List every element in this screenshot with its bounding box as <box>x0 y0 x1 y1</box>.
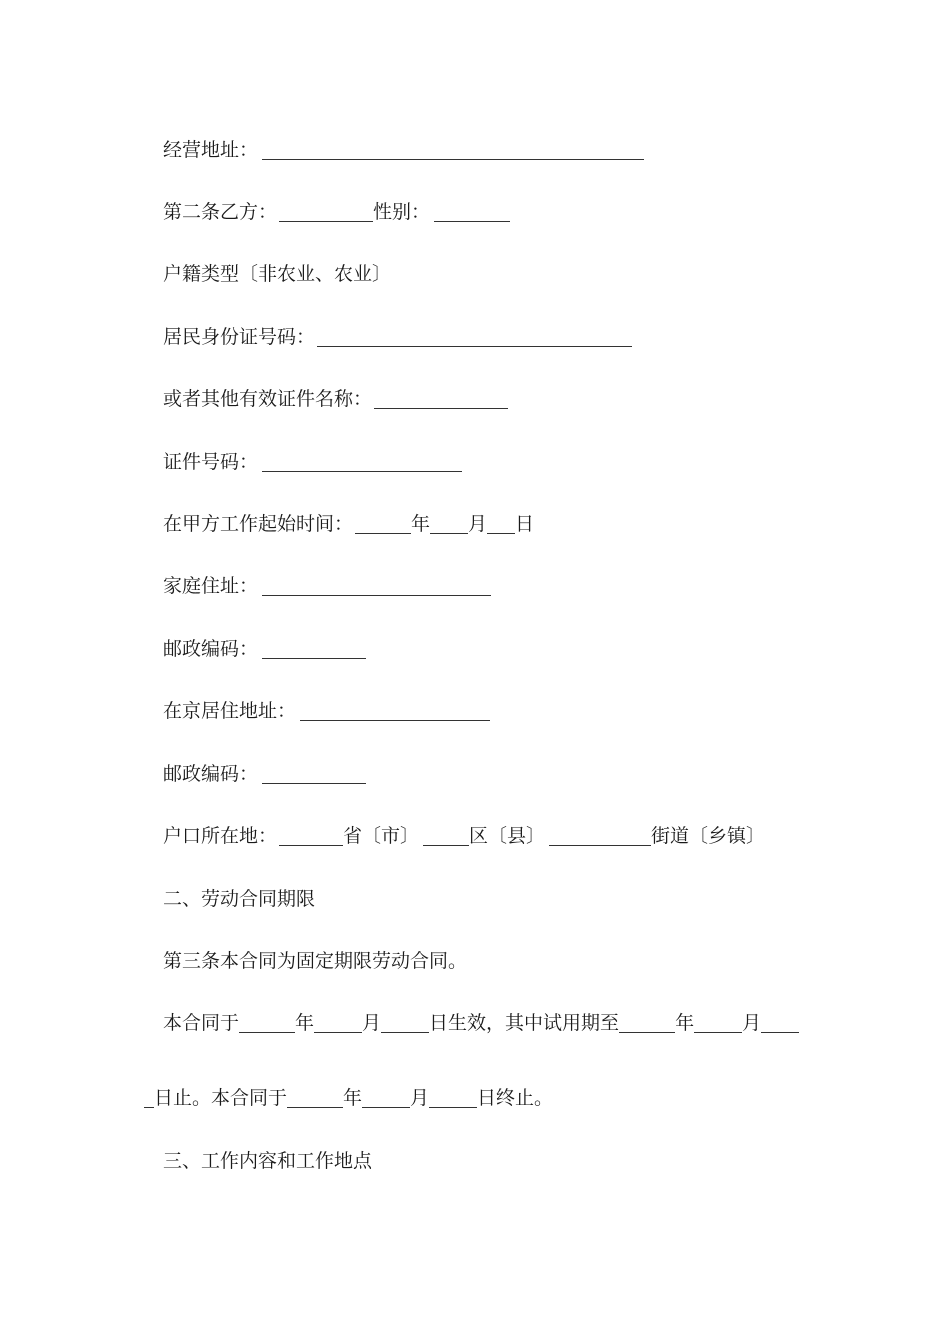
home-address-line <box>163 574 491 598</box>
article-three-text: 第三条本合同为固定期限劳动合同。 <box>163 950 468 972</box>
party-b-line <box>163 200 510 224</box>
start-time-line <box>163 512 534 536</box>
effective-month-blank[interactable] <box>314 1013 362 1033</box>
effective-date-line <box>163 1011 799 1035</box>
probation-day-blank-part2[interactable] <box>144 1088 154 1108</box>
termination-year-blank[interactable] <box>287 1088 343 1108</box>
start-day-unit: 日 <box>515 513 535 535</box>
section-two-heading <box>163 887 315 911</box>
probation-day-blank-part1[interactable] <box>761 1013 799 1033</box>
postcode-blank-2[interactable] <box>262 764 366 784</box>
id-number-line <box>163 325 632 349</box>
postcode-label-1: 邮政编码： <box>163 638 259 660</box>
other-id-name-label: 或者其他有效证件名称： <box>163 388 373 410</box>
other-id-name-blank[interactable] <box>374 389 508 409</box>
household-type-text: 户籍类型〔非农业、农业〕 <box>163 263 392 285</box>
cert-number-label: 证件号码： <box>163 451 259 473</box>
hukou-district-unit: 区〔县〕 <box>469 825 546 847</box>
hukou-street-blank[interactable] <box>549 826 651 846</box>
hukou-province-unit: 省〔市〕 <box>343 825 420 847</box>
start-month-blank[interactable] <box>430 514 468 534</box>
home-address-label: 家庭住址： <box>163 575 259 597</box>
postcode-line-2 <box>163 762 366 786</box>
gender-label: 性别： <box>373 201 431 223</box>
hukou-province-blank[interactable] <box>279 826 343 846</box>
section-three-heading <box>163 1149 372 1173</box>
probation-year-blank[interactable] <box>619 1013 675 1033</box>
article-three-line <box>163 949 467 973</box>
termination-line <box>144 1086 553 1110</box>
business-address-label: 经营地址： <box>163 139 259 161</box>
start-time-label: 在甲方工作起始时间： <box>163 513 354 535</box>
hukou-line <box>163 824 765 848</box>
party-b-name-blank[interactable] <box>279 202 373 222</box>
termination-day-blank[interactable] <box>429 1088 477 1108</box>
party-b-label: 第二条乙方： <box>163 201 278 223</box>
termination-day-unit: 日终止。 <box>477 1087 554 1109</box>
id-number-label: 居民身份证号码： <box>163 326 316 348</box>
termination-year-unit: 年 <box>343 1087 363 1109</box>
start-year-blank[interactable] <box>355 514 411 534</box>
postcode-line-1 <box>163 637 366 661</box>
termination-day-text: 日止。本合同于 <box>154 1087 288 1109</box>
effective-year-blank[interactable] <box>239 1013 295 1033</box>
effective-prefix: 本合同于 <box>163 1012 240 1034</box>
start-year-unit: 年 <box>411 513 431 535</box>
section-three-text: 三、工作内容和工作地点 <box>163 1150 373 1172</box>
termination-month-blank[interactable] <box>362 1088 410 1108</box>
hukou-label: 户口所在地： <box>163 825 278 847</box>
business-address-blank[interactable] <box>262 140 644 160</box>
beijing-address-line <box>163 699 490 723</box>
termination-month-unit: 月 <box>410 1087 430 1109</box>
effective-month-unit: 月 <box>362 1012 382 1034</box>
id-number-blank[interactable] <box>317 327 632 347</box>
postcode-blank-1[interactable] <box>262 639 366 659</box>
beijing-address-label: 在京居住地址： <box>163 700 297 722</box>
business-address-line <box>163 138 644 162</box>
postcode-label-2: 邮政编码： <box>163 763 259 785</box>
probation-month-blank[interactable] <box>694 1013 742 1033</box>
section-two-text: 二、劳动合同期限 <box>163 888 316 910</box>
hukou-street-unit: 街道〔乡镇〕 <box>651 825 766 847</box>
household-type-line <box>163 262 391 286</box>
other-id-name-line <box>163 387 508 411</box>
effective-year-unit: 年 <box>295 1012 315 1034</box>
effective-day-text: 日生效，其中试用期至 <box>429 1012 620 1034</box>
home-address-blank[interactable] <box>262 576 491 596</box>
hukou-district-blank[interactable] <box>423 826 469 846</box>
beijing-address-blank[interactable] <box>300 701 490 721</box>
cert-number-line <box>163 450 462 474</box>
start-month-unit: 月 <box>468 513 488 535</box>
probation-month-unit: 月 <box>742 1012 762 1034</box>
cert-number-blank[interactable] <box>262 452 462 472</box>
effective-day-blank[interactable] <box>381 1013 429 1033</box>
gender-blank[interactable] <box>434 202 510 222</box>
start-day-blank[interactable] <box>487 514 515 534</box>
probation-year-unit: 年 <box>675 1012 695 1034</box>
